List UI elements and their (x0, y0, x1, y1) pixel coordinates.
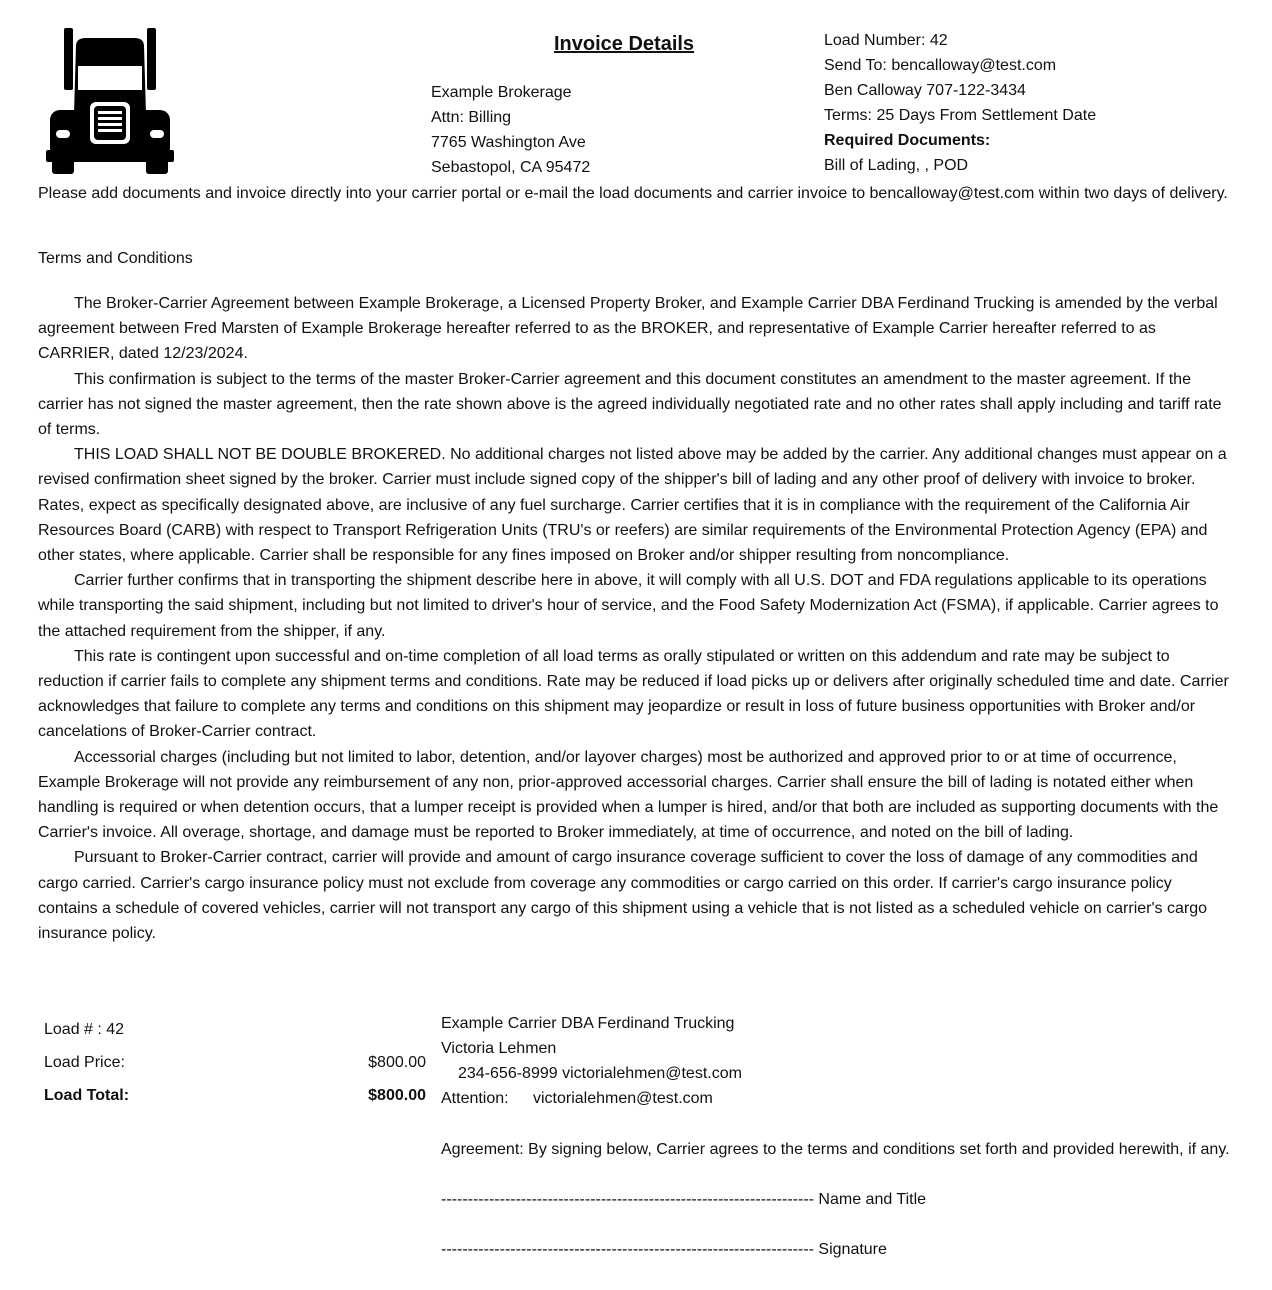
load-total-label: Load Total: (44, 1087, 130, 1104)
carrier-block (441, 1011, 1231, 1262)
load-info (824, 28, 1096, 178)
terms-body (38, 291, 1232, 946)
contact: Ben Calloway 707-122-3434 (824, 82, 1026, 99)
load-summary (44, 1017, 426, 1116)
payment-terms: Terms: 25 Days From Settlement Date (824, 107, 1097, 124)
attention-label: Attention: (441, 1090, 509, 1107)
required-docs-label: Required Documents: (824, 132, 991, 149)
terms-paragraph: This confirmation is subject to the terms of the master Broker-Carrier agreement and this document constitutes an amendment to the master agreement. If the carrier has not signed the master agreement, then the rate shown above is the agreed individually negotiated rate and no other rates shall apply including and tariff rate of terms. (38, 370, 1222, 439)
load-number: Load Number: 42 (824, 32, 948, 49)
carrier-phone-email: 234-656-8999 victorialehmen@test.com (458, 1065, 742, 1082)
broker-city: Sebastopol, CA 95472 (431, 159, 591, 176)
terms-paragraph: Accessorial charges (including but not limited to labor, detention, and/or layover charges) most be authorized and approved prior to or at time of occurrence, Example Brokerage will not provide any reimbursement of any non, prior-approved accessorial charges. Carrier shall ensure the bill of lading is notated either when handling is required or when detention occurs, that a lumper receipt is provided when a lumper is hired, and/or that both are included as supporting documents with the Carrier's invoice. All overage, shortage, and damage must be reported to Broker immediately, at time of occurrence, and noted on the bill of lading. (38, 748, 1219, 842)
broker-name: Example Brokerage (431, 84, 572, 101)
terms-paragraph: The Broker-Carrier Agreement between Example Brokerage, a Licensed Property Broker, and Example Carrier DBA Ferdinand Trucking is amended by the verbal agreement between Fred Marsten of Example Brokerage hereafter referred to as the BROKER, and representative of Example Carrier hereafter referred to as CARRIER, dated 12/23/2024. (38, 295, 1218, 363)
signature-line: ---------------------------------------------------------------------- Signature (441, 1241, 887, 1258)
carrier-name: Example Carrier DBA Ferdinand Trucking (441, 1015, 735, 1032)
broker-street: 7765 Washington Ave (431, 134, 586, 151)
name-title-line: ---------------------------------------------------------------------- Name and Title (441, 1191, 927, 1208)
broker-attn: Attn: Billing (431, 109, 512, 126)
terms-paragraph: Carrier further confirms that in transporting the shipment describe here in above, it will comply with all U.S. DOT and FDA regulations applicable to its operations while transporting the said shipment, including but not limited to driver's hour of service, and the Food Safety Modernization Act (FSMA), if applicable. Carrier agrees to the attached requirement from the shipper, if any. (38, 572, 1219, 640)
terms-paragraph: Pursuant to Broker-Carrier contract, carrier will provide and amount of cargo insurance coverage sufficient to cover the loss of damage of any commodities and cargo carried. Carrier's cargo insurance policy must not exclude from coverage any commodities or cargo carried on this order. If carrier's cargo insurance policy contains a schedule of covered vehicles, carrier will not transport any cargo of this shipment using a vehicle that is not listed as a scheduled vehicle on carrier's cargo insurance policy. (38, 849, 1207, 943)
summary-total-row (44, 1083, 426, 1116)
page-title: Invoice Details (554, 33, 695, 55)
load-number-label: Load # : 42 (44, 1021, 125, 1038)
carrier-attention (441, 1086, 1231, 1111)
send-to: Send To: bencalloway@test.com (824, 57, 1057, 74)
summary-price-row (44, 1050, 426, 1083)
attention-value: victorialehmen@test.com (533, 1090, 713, 1107)
load-price-value: $800.00 (368, 1054, 426, 1071)
truck-icon (46, 26, 176, 176)
summary-load-row (44, 1017, 426, 1050)
broker-address (431, 80, 590, 180)
truck-logo (46, 26, 176, 176)
load-price-label: Load Price: (44, 1054, 125, 1071)
agreement-text: Agreement: By signing below, Carrier agrees to the terms and conditions set forth and provided herewith, if any. (441, 1141, 1230, 1158)
carrier-contact-name: Victoria Lehmen (441, 1040, 557, 1057)
required-docs: Bill of Lading, , POD (824, 157, 969, 174)
terms-paragraph: This rate is contingent upon successful and on-time completion of all load terms as orally stipulated or written on this addendum and rate may be subject to reduction if carrier fails to complete any shipment terms and conditions. Rate may be reduced if load picks up or delivers after originally scheduled time and date. Carrier acknowledges that failure to complete any terms and conditions on this shipment may jeopardize or result in loss of future business opportunities with Broker and/or cancelations of Broker-Carrier contract. (38, 647, 1229, 741)
terms-heading: Terms and Conditions (38, 250, 193, 267)
terms-paragraph: THIS LOAD SHALL NOT BE DOUBLE BROKERED. No additional charges not listed above may be added by the carrier. Any additional changes must appear on a revised confirmation sheet signed by the broker. Carrier must include signed copy of the shipper's bill of lading and any other proof of delivery with invoice to broker. Rates, expect as specifically designated above, are inclusive of any fuel surcharge. Carrier certifies that it is in compliance with the requirement of the California Air Resources Board (CARB) with respect to Transport Refrigeration Units (TRU's or reefers) are similar requirements of the Environmental Protection Agency (EPA) and other states, where applicable. Carrier shall be responsible for any fines imposed on Broker and/or shipper resulting from noncompliance. (38, 446, 1227, 565)
load-total-value: $800.00 (368, 1087, 426, 1104)
intro-text: Please add documents and invoice directly into your carrier portal or e-mail the load documents and carrier invoice to bencalloway@test.com within two days of delivery. (38, 185, 1228, 202)
